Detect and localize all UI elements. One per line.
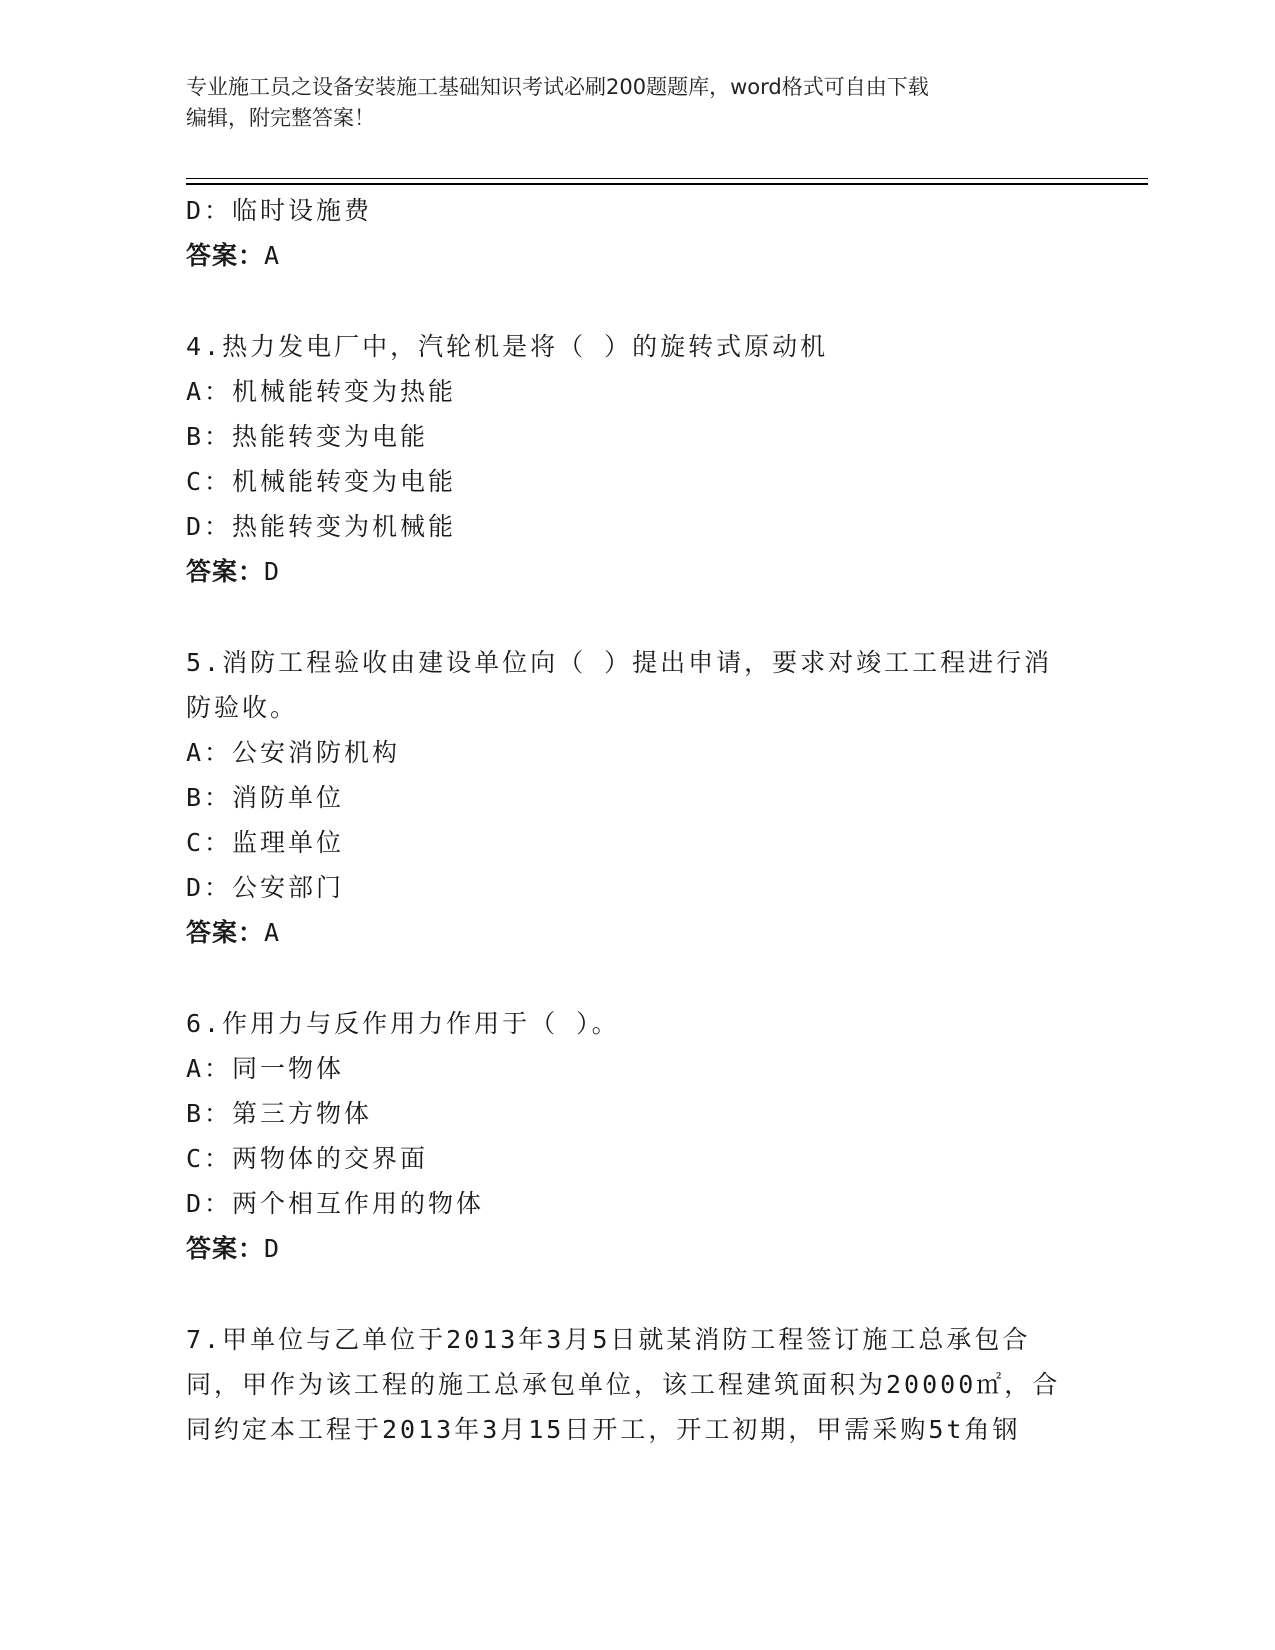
answer-label: 答案： [186, 241, 265, 270]
question-5-option-d: D：公安部门 [186, 873, 345, 902]
question-4-option-a: A：机械能转变为热能 [186, 377, 457, 406]
question-7-text-line-1: 7.甲单位与乙单位于2013年3月5日就某消防工程签订施工总承包合 [186, 1325, 1031, 1354]
question-6-text: 6.作用力与反作用力作用于（ ）。 [186, 1009, 620, 1038]
question-5-text-line-1: 5.消防工程验收由建设单位向（ ）提出申请，要求对竣工工程进行消 [186, 648, 1053, 677]
answer-label: 答案： [186, 918, 265, 947]
question-5-text-line-2: 防验收。 [186, 693, 299, 722]
answer-label: 答案： [186, 1234, 265, 1263]
answer-value: A [264, 241, 281, 270]
question-6-option-a: A：同一物体 [186, 1054, 345, 1083]
question-4-text: 4.热力发电厂中，汽轮机是将（ ）的旋转式原动机 [186, 332, 829, 361]
question-6-option-c: C：两物体的交界面 [186, 1144, 429, 1173]
question-7-text-line-2: 同，甲作为该工程的施工总承包单位，该工程建筑面积为20000㎡，合 [186, 1370, 1061, 1399]
question-6-option-d: D：两个相互作用的物体 [186, 1189, 485, 1218]
answer-label: 答案： [186, 557, 265, 586]
question-4-option-b: B：热能转变为电能 [186, 422, 429, 451]
option-d: D：临时设施费 [186, 196, 373, 225]
answer-value: A [264, 918, 281, 947]
answer-line [186, 233, 1086, 278]
header-title-line-1: 专业施工员之设备安装施工基础知识考试必刷200题题库，word格式可自由下载 [186, 75, 929, 99]
question-7-text-line-3: 同约定本工程于2013年3月15日开工，开工初期，甲需采购5t角钢 [186, 1415, 1021, 1444]
question-6-answer [186, 1226, 1086, 1271]
question-4-option-d: D：热能转变为机械能 [186, 512, 457, 541]
answer-value: D [264, 557, 281, 586]
question-5-option-a: A：公安消防机构 [186, 738, 401, 767]
question-5-option-b: B：消防单位 [186, 783, 345, 812]
header-title-line-2: 编辑，附完整答案！ [186, 106, 375, 130]
question-6-option-b: B：第三方物体 [186, 1099, 373, 1128]
question-5-answer [186, 910, 1086, 955]
question-4-option-c: C：机械能转变为电能 [186, 467, 457, 496]
answer-value: D [264, 1234, 281, 1263]
question-5-option-c: C：监理单位 [186, 828, 345, 857]
header-divider-thin [186, 178, 1148, 179]
question-4-answer [186, 549, 1086, 594]
document-header [186, 72, 1086, 134]
header-divider-thick [186, 183, 1148, 185]
question-list [186, 188, 1086, 1452]
